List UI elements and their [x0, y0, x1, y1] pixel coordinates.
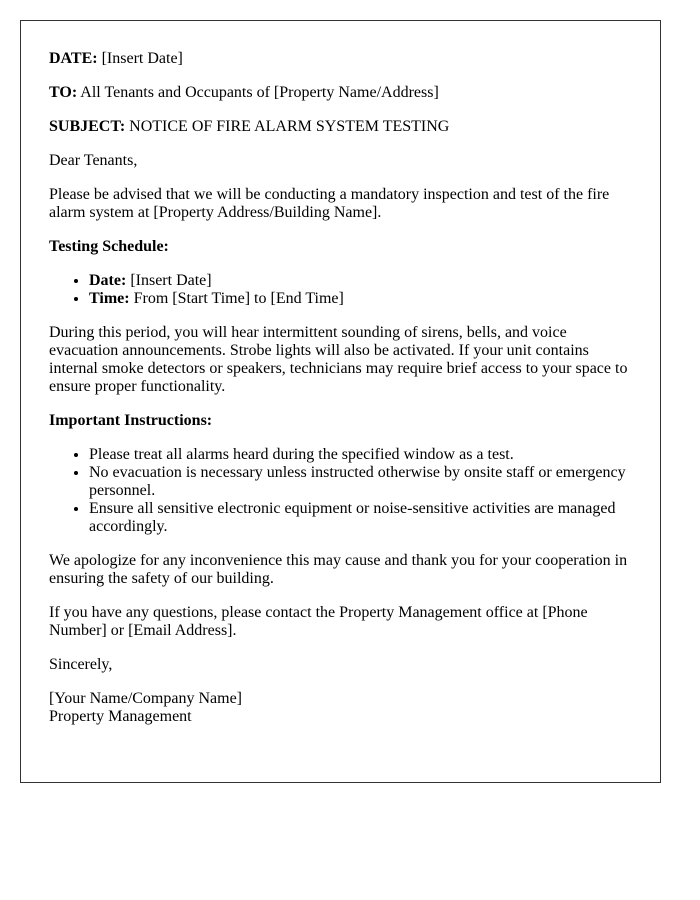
- signature-name: [Your Name/Company Name]: [49, 690, 243, 707]
- intro-paragraph: Please be advised that we will be conducting a mandatory inspection and test of the fire alarm system at [Property Address/Building Name].: [49, 186, 610, 221]
- contact-paragraph: If you have any questions, please contact the Property Management office at [Phone Number] or [Email Address].: [49, 604, 588, 639]
- to-label: TO:: [49, 84, 78, 101]
- schedule-heading-text: Testing Schedule:: [49, 238, 169, 255]
- date-label: DATE:: [49, 50, 98, 67]
- date-line: [49, 50, 632, 68]
- greeting: Dear Tenants,: [49, 152, 138, 169]
- letter: [20, 20, 661, 783]
- instructions-list: [49, 446, 632, 536]
- instructions-heading-text: Important Instructions:: [49, 412, 213, 429]
- list-item: [89, 290, 632, 308]
- schedule-heading: [49, 238, 632, 256]
- schedule-date-value: [Insert Date]: [130, 272, 212, 289]
- schedule-time-label: Time:: [89, 290, 130, 307]
- schedule-list: [49, 272, 632, 308]
- signature-title: Property Management: [49, 708, 192, 725]
- apology-paragraph: We apologize for any inconvenience this may cause and thank you for your cooperation in ensuring the safety of our building.: [49, 552, 628, 587]
- list-item: • Ensure all sensitive electronic equipment or noise-sensitive activities are managed accordingly.: [89, 500, 632, 536]
- instructions-heading: [49, 412, 632, 430]
- list-item: • Please treat all alarms heard during the specified window as a test.: [89, 446, 632, 464]
- subject-value: NOTICE OF FIRE ALARM SYSTEM TESTING: [129, 118, 450, 135]
- date-value: [Insert Date]: [101, 50, 183, 67]
- schedule-date-label: Date:: [89, 272, 127, 289]
- details-paragraph: During this period, you will hear intermittent sounding of sirens, bells, and voice evacuation announcements. Strobe lights will also be activated. If your unit contains internal smoke detectors or speakers, technicians may require brief access to your space to ensure proper functionality.: [49, 324, 628, 395]
- subject-label: SUBJECT:: [49, 118, 126, 135]
- subject-line: [49, 118, 632, 136]
- closing: Sincerely,: [49, 656, 113, 673]
- signature: [49, 690, 632, 726]
- list-item: [89, 272, 632, 290]
- schedule-time-value: From [Start Time] to [End Time]: [133, 290, 344, 307]
- to-line: [49, 84, 632, 102]
- list-item: • No evacuation is necessary unless instructed otherwise by onsite staff or emergency personnel.: [89, 464, 632, 500]
- to-value: All Tenants and Occupants of [Property Name/Address]: [80, 84, 439, 101]
